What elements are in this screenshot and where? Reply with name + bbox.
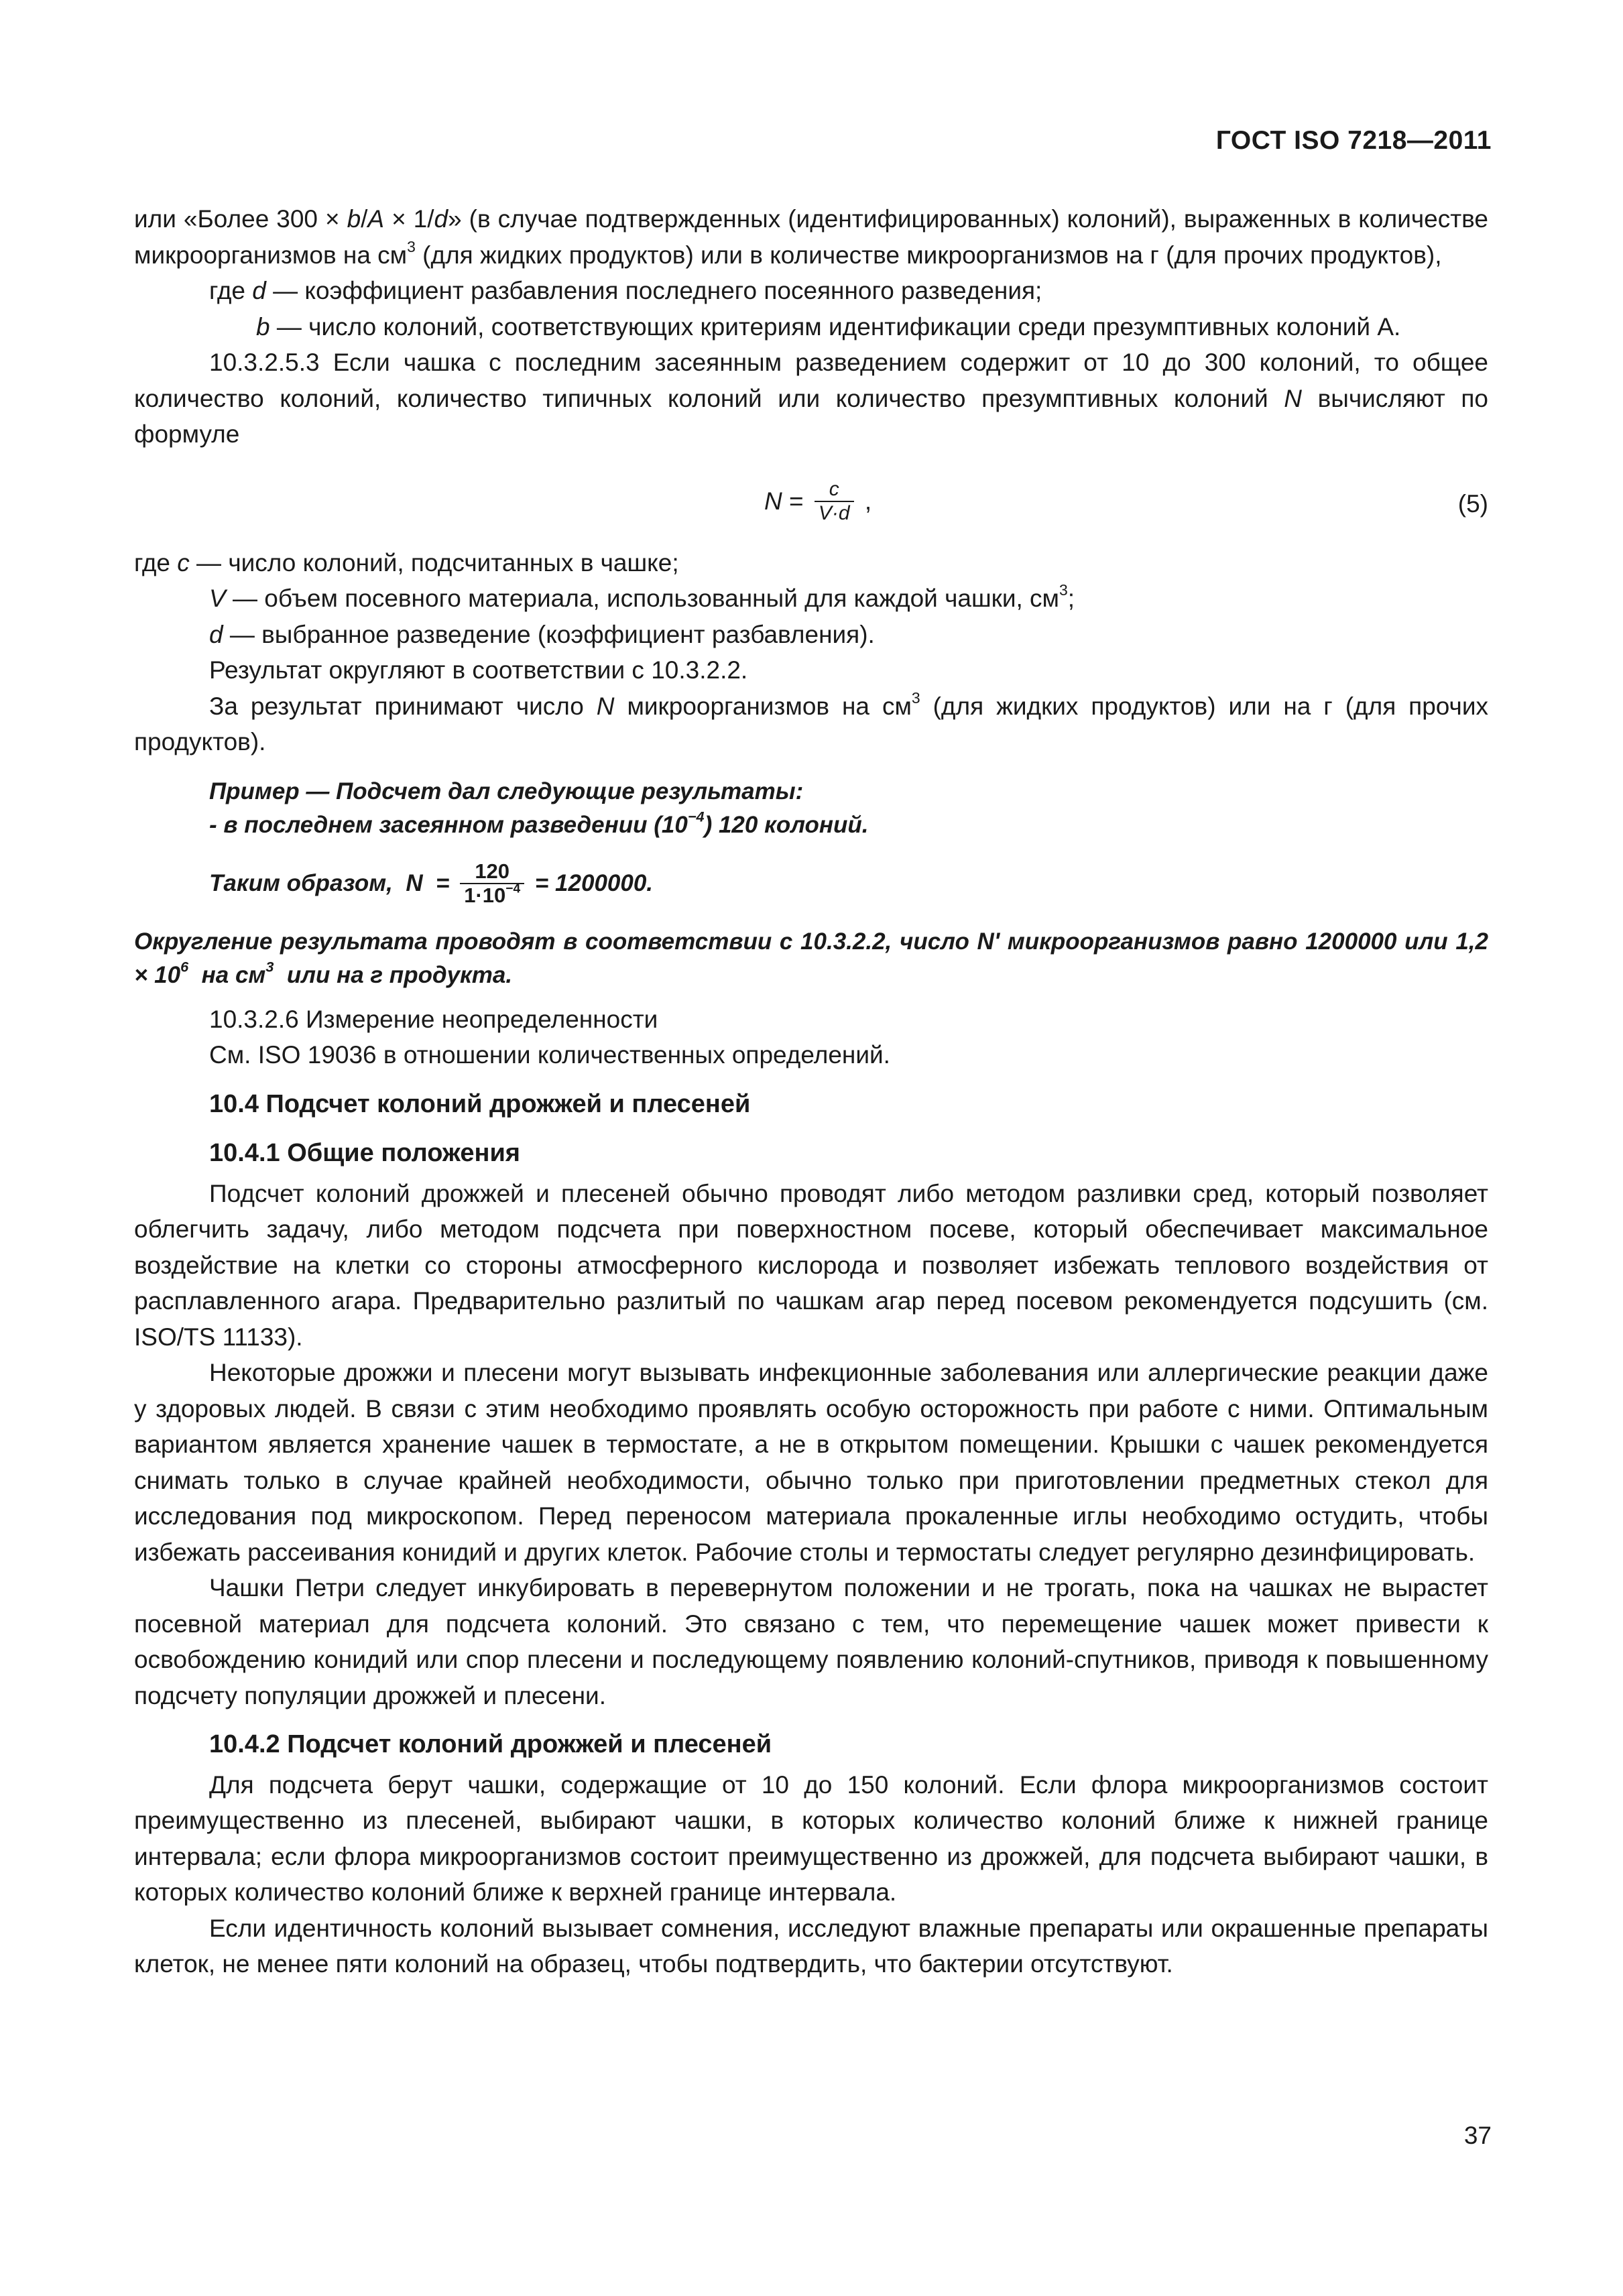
- formula-result: = 1200000.: [528, 869, 654, 896]
- where-c-definition: [134, 545, 1488, 581]
- text: ;: [1067, 585, 1075, 612]
- where-d-definition: [134, 273, 1488, 309]
- superscript: 3: [407, 237, 416, 255]
- fraction-numerator: 120: [475, 859, 510, 883]
- formula-fraction: [815, 478, 854, 525]
- superscript: 6: [180, 958, 189, 975]
- formula-comma: ,: [857, 487, 872, 515]
- section-heading-10-4-2: 10.4.2 Подсчет колоний дрожжей и плесеней: [209, 1730, 772, 1758]
- example-formula: [209, 851, 1488, 916]
- formula-lhs: N: [764, 487, 782, 515]
- paragraph-plate-selection: Для подсчета берут чашки, содержащие от 10 до 150 колоний. Если флора микроорганизмов состоит преимущественно из плесеней, выбирают чашки, в которых количество колоний ближе к нижней границе интервала; если флора микроорганизмов состоит преимущественно из дрожжей, для подсчета выбирают чашки, в которых количество колоний ближе к верхней границе интервала.: [134, 1770, 1488, 1906]
- example-conclusion: [134, 925, 1488, 992]
- example-title: Пример — Подсчет дал следующие результаты:: [209, 778, 804, 804]
- text: на см: [188, 961, 266, 988]
- text: или «Более 300 ×: [134, 205, 347, 233]
- paragraph-10-3-2-6: 10.3.2.6 Измерение неопределенности: [209, 1005, 658, 1033]
- text: /: [361, 205, 368, 233]
- formula-label: Таким образом, N =: [209, 869, 457, 896]
- text: вычисляют по формуле: [134, 384, 1488, 448]
- var-b: b: [347, 205, 361, 233]
- paragraph-iso-19036: См. ISO 19036 в отношении количественных определений.: [209, 1041, 890, 1069]
- fraction-numerator: c: [829, 477, 839, 500]
- var-d: d: [434, 205, 448, 233]
- var-A: A: [367, 205, 385, 233]
- text: ) 120 колоний.: [704, 811, 869, 838]
- var-N: N: [596, 692, 615, 720]
- superscript: 3: [265, 958, 274, 975]
- example-fraction: [460, 860, 524, 907]
- superscript: 3: [911, 688, 920, 707]
- text: 10.3.2.5.3 Если чашка с последним засеянным разведением содержит от 10 до 300 колоний, то общее количество колоний, количество типичных колоний или количество презумптивных колоний: [134, 349, 1488, 412]
- var-d: d: [252, 277, 266, 304]
- paragraph-result: [134, 688, 1488, 760]
- section-heading-10-4: 10.4 Подсчет колоний дрожжей и плесеней: [209, 1089, 751, 1118]
- fraction-denominator: [460, 883, 524, 907]
- paragraph-counting-methods: Подсчет колоний дрожжей и плесеней обычно проводят либо методом разливки сред, который позволяет облегчить задачу, либо методом подсчета при поверхностном посеве, который обеспечивает максимальное воздействие на клетки со стороны атмосферного кислорода и позволяет избежать теплового воздействия от расплавленного агара. Предварительно разлитый по чашкам агар перед посевом рекомендуется подсушить (см. ISO/TS 11133).: [134, 1179, 1488, 1351]
- formula-equals: =: [782, 487, 810, 515]
- text: 1·10: [464, 883, 506, 907]
- superscript: −4: [505, 882, 521, 896]
- text: » (в случае подтвержденных (идентифицированных) колоний), выраженных в количестве микроорганизмов на см: [134, 205, 1488, 269]
- var-c: c: [177, 548, 190, 577]
- paragraph-identity-check: Если идентичность колоний вызывает сомнения, исследуют влажные препараты или окрашенные препараты клеток, не менее пяти колоний на образец, чтобы подтвердить, что бактерии отсутствуют.: [134, 1914, 1488, 1978]
- page-content: [134, 201, 1488, 1982]
- text: (для жидких продуктов) или на г (для прочих продуктов).: [134, 692, 1488, 756]
- page-header: ГОСТ ISO 7218—2011: [1215, 126, 1492, 155]
- var-V: V: [209, 585, 226, 612]
- formula-body: [764, 478, 871, 525]
- paragraph-rounding: Результат округляют в соответствии с 10.3.2.2.: [209, 656, 748, 684]
- text: - в последнем засеянном разведении (10: [209, 811, 688, 838]
- definition-text: — объем посевного материала, использованный для каждой чашки, см: [225, 585, 1059, 612]
- definition-text: — выбранное разведение (коэффициент разбавления).: [223, 620, 875, 648]
- text: × 1/: [384, 205, 434, 233]
- superscript: −4: [687, 808, 705, 825]
- where-V-definition: [134, 581, 1488, 617]
- definition-text: — число колоний, соответствующих критериям идентификации среди презумптивных колоний А.: [269, 312, 1401, 341]
- formula-5: [134, 471, 1488, 538]
- section-heading-10-4-1: 10.4.1 Общие положения: [209, 1139, 520, 1167]
- definition-text: — число колоний, подсчитанных в чашке;: [189, 548, 679, 577]
- var-d: d: [209, 620, 223, 648]
- text: За результат принимают число: [209, 692, 597, 720]
- var-b: b: [256, 312, 270, 341]
- paragraph-incubation: Чашки Петри следует инкубировать в перевернутом положении и не трогать, пока на чашках не вырастет посевной материал для подсчета колоний. Это связано с тем, что перемещение чашек может привести к освобождению конидий или спор плесени и последующему появлению колоний-спутников, приводя к повышенному подсчету популяции дрожжей и плесени.: [134, 1574, 1488, 1709]
- paragraph-result-expression: [134, 201, 1488, 273]
- text: или на г продукта.: [274, 961, 513, 988]
- where-b-definition: [134, 309, 1488, 345]
- text: Округление результата проводят в соответствии с 10.3.2.2, число N' микроорганизмов равно 1200000 или 1,2 × 10: [134, 928, 1488, 988]
- superscript: 3: [1059, 581, 1068, 599]
- example-block: [134, 775, 1488, 916]
- paragraph-safety: Некоторые дрожжи и плесени могут вызывать инфекционные заболевания или аллергические реакции даже у здоровых людей. В связи с этим необходимо проявлять особую осторожность при работе с ними. Оптимальным вариантом является хранение чашек в термостате, а не в открытом помещении. Крышки с чашек рекомендуется снимать только в случае крайней необходимости, обычно только при приготовлении предметных стекол для исследования под микроскопом. Перед переносом материала прокаленные иглы необходимо остудить, чтобы избежать рассеивания конидий и других клеток. Рабочие столы и термостаты следует регулярно дезинфицировать.: [134, 1359, 1488, 1566]
- example-line: [209, 808, 1488, 842]
- formula-number: (5): [1457, 489, 1488, 518]
- text: (для жидких продуктов) или в количестве микроорганизмов на г (для прочих продуктов),: [415, 241, 1442, 269]
- fraction-denominator: V·d: [815, 501, 854, 525]
- where-label: где: [134, 548, 178, 577]
- text: микроорганизмов на см: [614, 692, 912, 720]
- page-number: 37: [1463, 2122, 1492, 2149]
- var-N: N: [1284, 384, 1302, 412]
- definition-text: — коэффициент разбавления последнего посеянного разведения;: [265, 277, 1042, 304]
- where-d-definition-2: [134, 617, 1488, 653]
- where-label: где: [209, 277, 253, 304]
- paragraph-10-3-2-5-3: [134, 345, 1488, 452]
